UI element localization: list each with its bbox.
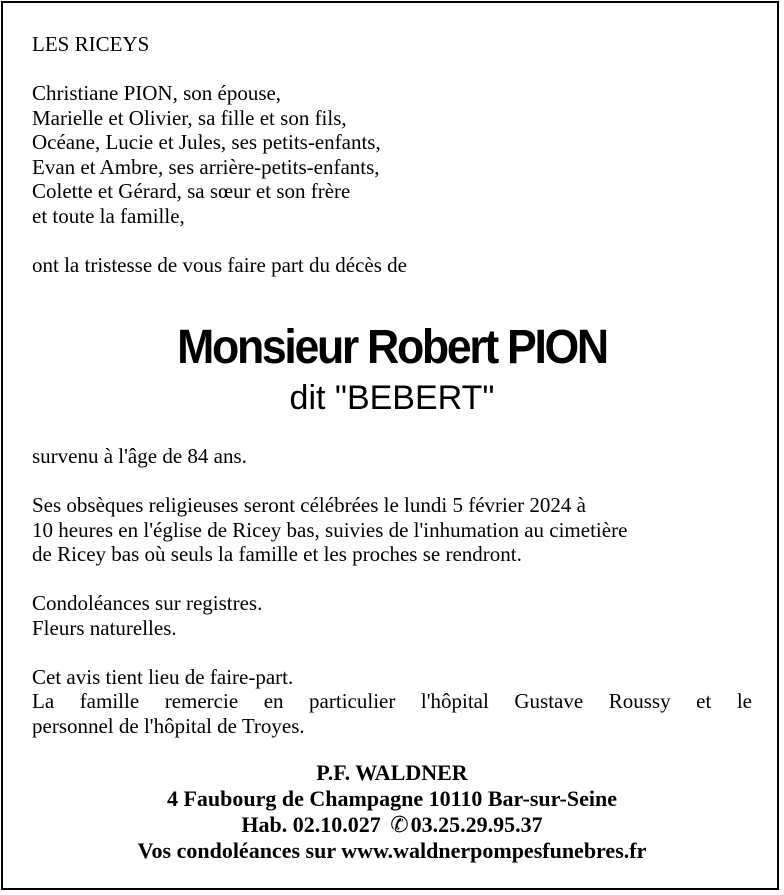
age-line: survenu à l'âge de 84 ans. bbox=[32, 444, 247, 468]
funeral-line: de Ricey bas où seuls la famille et les proches se rendront. bbox=[32, 542, 522, 566]
deceased-name: Monsieur Robert PION bbox=[177, 321, 607, 374]
family-line: Océane, Lucie et Jules, ses petits-enfants, bbox=[32, 130, 381, 154]
closing-line: La famille remercie en particulier l'hôpital Gustave Roussy et le bbox=[32, 689, 752, 713]
notice-body-text bbox=[32, 444, 752, 738]
deceased-block bbox=[0, 320, 784, 418]
funeral-home-address: 4 Faubourg de Champagne 10110 Bar-sur-Seine bbox=[166, 786, 617, 811]
closing-line: Cet avis tient lieu de faire-part. bbox=[32, 664, 294, 689]
funeral-home-hab: Hab. 02.10.027 bbox=[241, 812, 381, 837]
closing-line: personnel de l'hôpital de Troyes. bbox=[32, 713, 305, 738]
location-heading: LES RICEYS bbox=[32, 32, 150, 56]
funeral-home-contact bbox=[0, 812, 784, 838]
funeral-home-website: Vos condoléances sur www.waldnerpompesfunebres.fr bbox=[137, 838, 647, 863]
funeral-home-name: P.F. WALDNER bbox=[316, 760, 468, 785]
notice-top-text bbox=[32, 32, 752, 277]
note-line: Condoléances sur registres. bbox=[32, 591, 263, 615]
phone-icon: ✆ bbox=[390, 812, 409, 837]
family-line: Evan et Ambre, ses arrière-petits-enfants, bbox=[32, 154, 380, 179]
funeral-home-phone: 03.25.29.95.37 bbox=[410, 812, 543, 837]
family-line: Marielle et Olivier, sa fille et son fils, bbox=[32, 105, 347, 130]
funeral-line: Ses obsèques religieuses seront célébrées le lundi 5 février 2024 à bbox=[32, 493, 586, 517]
funeral-line: 10 heures en l'église de Ricey bas, suivies de l'inhumation au cimetière bbox=[32, 517, 628, 542]
family-line: Christiane PION, son épouse, bbox=[32, 81, 282, 105]
family-line: et toute la famille, bbox=[32, 203, 185, 228]
announcement-line: ont la tristesse de vous faire part du décès de bbox=[32, 252, 407, 277]
funeral-home-footer bbox=[0, 760, 784, 864]
note-line: Fleurs naturelles. bbox=[32, 615, 177, 640]
deceased-nickname: dit "BEBERT" bbox=[289, 379, 495, 417]
family-line: Colette et Gérard, sa sœur et son frère bbox=[32, 179, 351, 203]
